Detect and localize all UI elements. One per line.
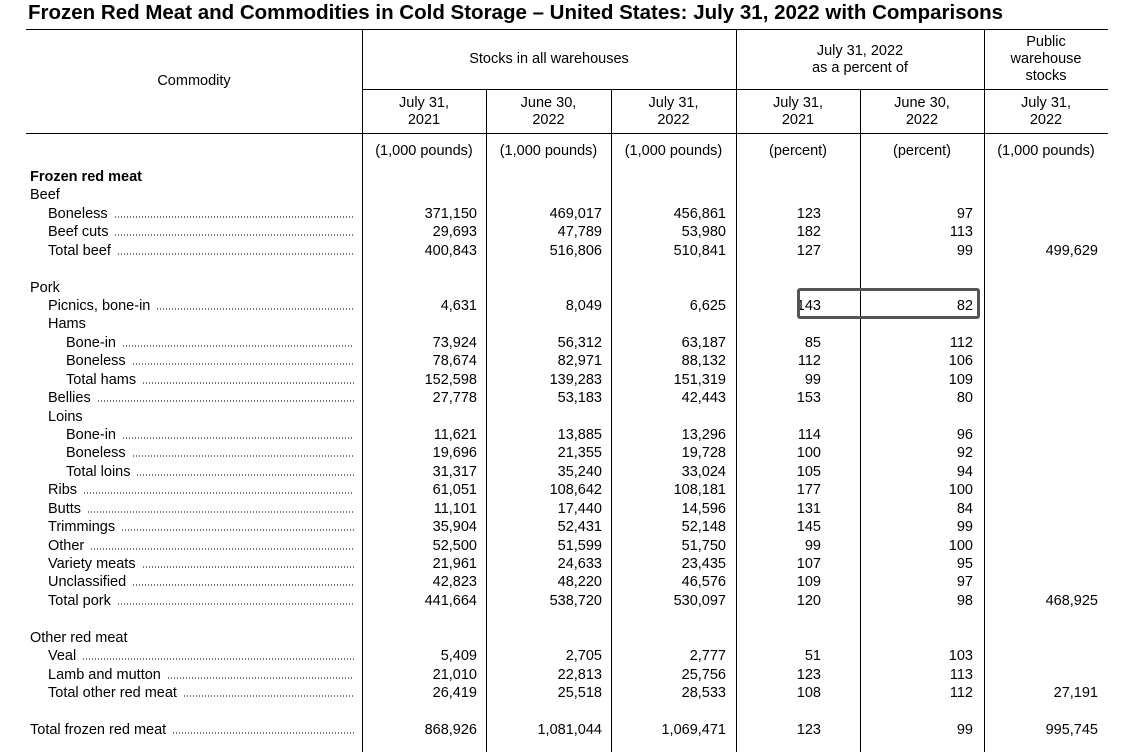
unit-label-2: (1,000 pounds) (499, 143, 598, 159)
row-label: Frozen red meat (30, 169, 142, 185)
cell-value: 99 (804, 372, 821, 388)
cell-value: 371,150 (424, 206, 477, 222)
row-label: Trimmings (48, 519, 116, 535)
cell-value: 995,745 (1045, 722, 1098, 738)
cell-value: 182 (796, 224, 821, 240)
unit-label-3: (1,000 pounds) (624, 143, 723, 159)
cell-value: 123 (796, 206, 821, 222)
cell-value: 92 (956, 445, 973, 461)
cell-value: 95 (956, 556, 973, 572)
cell-value: 14,596 (681, 501, 726, 517)
row-label: Boneless (48, 206, 108, 222)
unit-label-1: (1,000 pounds) (375, 143, 473, 159)
row-label: Bellies (48, 390, 91, 406)
cell-value: 23,435 (681, 556, 726, 572)
cell-value: 25,518 (557, 685, 602, 701)
cell-value: 100 (948, 538, 973, 554)
cell-value: 99 (956, 519, 973, 535)
unit-label-4: (percent) (768, 143, 828, 159)
cell-value: 27,191 (1053, 685, 1098, 701)
column-header-line: 2022 (905, 112, 939, 128)
dot-leader (156, 307, 354, 311)
percent-of-line-1: July 31, 2022 (816, 43, 904, 59)
cell-value: 2,705 (565, 648, 602, 664)
cell-value: 98 (956, 593, 973, 609)
row-label: Total loins (66, 464, 131, 480)
cell-value: 114 (797, 427, 821, 443)
row-label: Other (48, 538, 85, 554)
row-label: Boneless (66, 353, 126, 369)
cell-value: 108,181 (673, 482, 726, 498)
cell-value: 13,885 (557, 427, 602, 443)
page-title: Frozen Red Meat and Commodities in Cold Storage – United States: July 31, 2022 with Comparisons (28, 1, 1004, 24)
dot-leader (142, 381, 354, 385)
row-label: Ribs (48, 482, 78, 498)
header-bottom-rule (26, 133, 1108, 134)
cell-value: 33,024 (681, 464, 726, 480)
row-label: Hams (48, 316, 86, 332)
column-header-6 (984, 95, 1108, 129)
cell-value: 28,533 (681, 685, 726, 701)
cell-value: 53,980 (681, 224, 726, 240)
cell-value: 82,971 (557, 353, 602, 369)
col-divider-1 (362, 29, 363, 752)
dot-leader (167, 676, 354, 680)
column-header-2 (486, 95, 611, 129)
column-header-line: July 31, (648, 95, 699, 111)
cell-value: 1,069,471 (661, 722, 726, 738)
row-label: Lamb and mutton (48, 667, 161, 683)
cell-value: 73,924 (432, 335, 477, 351)
row-label: Loins (48, 409, 83, 425)
cell-value: 52,148 (681, 519, 726, 535)
cell-value: 456,861 (673, 206, 726, 222)
cell-value: 19,728 (681, 445, 726, 461)
row-label: Bone-in (66, 335, 116, 351)
cell-value: 112 (797, 353, 821, 369)
cell-value: 27,778 (432, 390, 477, 406)
dot-leader (117, 602, 354, 606)
cell-value: 31,317 (432, 464, 477, 480)
row-label: Picnics, bone-in (48, 298, 151, 314)
cell-value: 177 (796, 482, 821, 498)
cell-value: 109 (796, 574, 821, 590)
cell-value: 112 (949, 685, 973, 701)
dot-leader (122, 344, 354, 348)
dot-leader (122, 436, 354, 440)
cell-value: 530,097 (673, 593, 726, 609)
cell-value: 19,696 (432, 445, 477, 461)
row-label: Beef (30, 187, 60, 203)
cell-value: 56,312 (557, 335, 602, 351)
cell-value: 108 (796, 685, 821, 701)
cell-value: 26,419 (432, 685, 477, 701)
column-header-line: 2022 (657, 112, 690, 128)
cell-value: 53,183 (557, 390, 602, 406)
cell-value: 52,500 (432, 538, 477, 554)
column-header-1 (362, 95, 486, 129)
dot-leader (87, 510, 354, 514)
cell-value: 538,720 (549, 593, 602, 609)
dot-leader (97, 399, 354, 403)
column-header-line: 2021 (407, 112, 441, 128)
highlight-box (797, 288, 980, 319)
cell-value: 99 (804, 538, 821, 554)
public-header (984, 34, 1108, 85)
dot-leader (117, 252, 354, 256)
cell-value: 1,081,044 (537, 722, 602, 738)
cell-value: 84 (956, 501, 973, 517)
public-line-2: warehouse (1010, 51, 1082, 67)
public-line-1: Public (1026, 34, 1066, 50)
cell-value: 131 (796, 501, 821, 517)
public-line-3: stocks (1025, 68, 1067, 84)
cell-value: 441,664 (424, 593, 477, 609)
cell-value: 51 (804, 648, 821, 664)
col-divider-6 (984, 29, 985, 752)
cell-value: 107 (796, 556, 821, 572)
cell-value: 127 (796, 243, 821, 259)
cell-value: 5,409 (440, 648, 477, 664)
row-label: Other red meat (30, 630, 128, 646)
cell-value: 35,904 (432, 519, 477, 535)
cell-value: 51,750 (681, 538, 726, 554)
header-mid-rule-stocks (362, 89, 736, 90)
cell-value: 80 (956, 390, 973, 406)
cell-value: 22,813 (557, 667, 602, 683)
column-header-line: July 31, (399, 95, 449, 111)
unit-label-6: (1,000 pounds) (997, 143, 1095, 159)
cell-value: 106 (948, 353, 973, 369)
cell-value: 123 (796, 667, 821, 683)
column-header-line: July 31, (1021, 95, 1071, 111)
column-header-4 (736, 95, 860, 129)
dot-leader (172, 731, 354, 735)
cell-value: 42,823 (432, 574, 477, 590)
unit-label-5: (percent) (892, 143, 952, 159)
row-label: Beef cuts (48, 224, 109, 240)
cell-value: 469,017 (549, 206, 602, 222)
cell-value: 17,440 (557, 501, 602, 517)
cell-value: 97 (956, 206, 973, 222)
row-label: Total pork (48, 593, 111, 609)
row-label: Butts (48, 501, 82, 517)
dot-leader (121, 528, 354, 532)
header-mid-rule-percent (736, 89, 1108, 90)
cell-value: 97 (956, 574, 973, 590)
col-divider-5 (860, 89, 861, 752)
cell-value: 52,431 (557, 519, 602, 535)
column-header-3 (611, 95, 736, 129)
row-label: Veal (48, 648, 77, 664)
cell-value: 21,010 (432, 667, 477, 683)
cell-value: 151,319 (673, 372, 726, 388)
column-header-line: 2022 (532, 112, 565, 128)
cell-value: 29,693 (432, 224, 477, 240)
row-label: Boneless (66, 445, 126, 461)
row-label: Total beef (48, 243, 111, 259)
stocks-all-header: Stocks in all warehouses (469, 51, 629, 67)
cell-value: 25,756 (681, 667, 726, 683)
row-label: Unclassified (48, 574, 127, 590)
cell-value: 11,101 (433, 501, 477, 517)
dot-leader (132, 583, 354, 587)
cell-value: 21,355 (557, 445, 602, 461)
cell-value: 152,598 (424, 372, 477, 388)
cell-value: 516,806 (549, 243, 602, 259)
cell-value: 8,049 (565, 298, 602, 314)
cell-value: 400,843 (424, 243, 477, 259)
cell-value: 120 (796, 593, 821, 609)
cell-value: 24,633 (557, 556, 602, 572)
column-header-line: June 30, (520, 95, 577, 111)
cell-value: 94 (956, 464, 973, 480)
cell-value: 468,925 (1045, 593, 1098, 609)
dot-leader (132, 362, 354, 366)
cell-value: 100 (796, 445, 821, 461)
row-label: Bone-in (66, 427, 116, 443)
cell-value: 2,777 (689, 648, 726, 664)
cell-value: 143 (796, 298, 821, 314)
column-header-line: June 30, (894, 95, 950, 111)
dot-leader (82, 657, 354, 661)
dot-leader (136, 473, 354, 477)
cell-value: 153 (796, 390, 821, 406)
dot-leader (132, 454, 354, 458)
row-label: Total hams (66, 372, 137, 388)
cell-value: 139,283 (549, 372, 602, 388)
cell-value: 108,642 (549, 482, 602, 498)
cell-value: 103 (948, 648, 973, 664)
cell-value: 145 (796, 519, 821, 535)
column-header-line: July 31, (773, 95, 823, 111)
cell-value: 42,443 (681, 390, 726, 406)
column-header-5 (860, 95, 984, 129)
col-divider-2 (486, 89, 487, 752)
cell-value: 4,631 (440, 298, 477, 314)
cell-value: 51,599 (557, 538, 602, 554)
cell-value: 21,961 (432, 556, 477, 572)
cell-value: 109 (948, 372, 973, 388)
cell-value: 63,187 (681, 335, 726, 351)
row-label: Pork (30, 280, 60, 296)
row-label: Variety meats (48, 556, 136, 572)
cell-value: 113 (949, 667, 973, 683)
column-header-line: 2022 (1029, 112, 1063, 128)
cell-value: 510,841 (673, 243, 726, 259)
cell-value: 499,629 (1045, 243, 1098, 259)
cell-value: 82 (956, 298, 973, 314)
percent-of-line-2: as a percent of (812, 60, 908, 76)
cell-value: 105 (796, 464, 821, 480)
cell-value: 99 (956, 243, 973, 259)
cell-value: 46,576 (681, 574, 726, 590)
column-header-line: 2021 (781, 112, 815, 128)
commodity-header: Commodity (157, 73, 231, 89)
cell-value: 112 (949, 335, 973, 351)
dot-leader (83, 491, 354, 495)
cell-value: 99 (956, 722, 973, 738)
dot-leader (114, 215, 354, 219)
cell-value: 11,621 (433, 427, 477, 443)
dot-leader (114, 233, 354, 237)
col-divider-4 (736, 29, 737, 752)
cell-value: 123 (796, 722, 821, 738)
cell-value: 96 (956, 427, 973, 443)
cell-value: 47,789 (557, 224, 602, 240)
dot-leader (90, 547, 354, 551)
row-label: Total frozen red meat (30, 722, 167, 738)
cell-value: 6,625 (689, 298, 726, 314)
cell-value: 13,296 (681, 427, 726, 443)
dot-leader (142, 565, 354, 569)
cell-value: 35,240 (557, 464, 602, 480)
cell-value: 61,051 (432, 482, 477, 498)
col-divider-3 (611, 89, 612, 752)
cell-value: 85 (804, 335, 821, 351)
header-top-rule (26, 29, 1108, 30)
row-label: Total other red meat (48, 685, 177, 701)
dot-leader (183, 694, 354, 698)
cell-value: 868,926 (424, 722, 477, 738)
cell-value: 78,674 (432, 353, 477, 369)
cell-value: 88,132 (681, 353, 726, 369)
cell-value: 48,220 (557, 574, 602, 590)
percent-of-header (736, 43, 984, 77)
cell-value: 113 (949, 224, 973, 240)
cell-value: 100 (948, 482, 973, 498)
